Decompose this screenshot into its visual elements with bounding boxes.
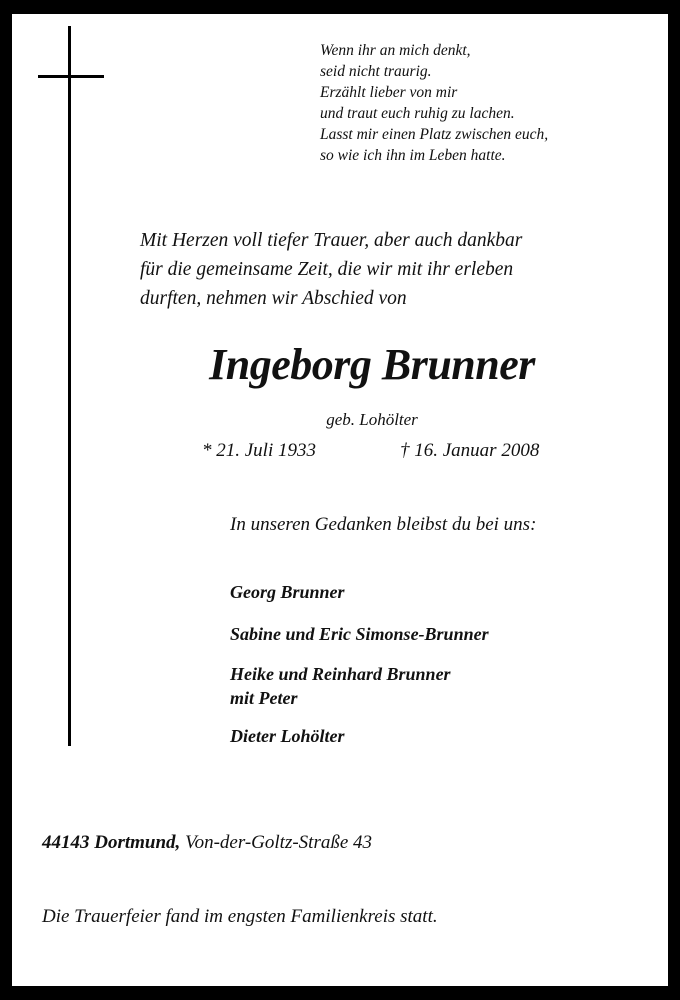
poem-line: und traut euch ruhig zu lachen. [320,105,515,122]
poem-line: so wie ich ihn im Leben hatte. [320,147,506,164]
poem [320,40,548,166]
intro-line: durften, nehmen wir Abschied von [140,288,407,309]
address-street: Von-der-Goltz-Straße 43 [185,832,373,853]
poem-line: seid nicht traurig. [320,63,432,80]
mourner-name: Dieter Lohölter [230,726,345,746]
mourner-name: Sabine und Eric Simonse-Brunner [230,624,489,644]
address [42,832,372,854]
intro-line: für die gemeinsame Zeit, die wir mit ihr erleben [140,259,514,280]
mourner-name: Georg Brunner [230,582,345,602]
mourner-name: mit Peter [230,688,298,708]
cross-icon-bar [38,75,104,78]
poem-line: Wenn ihr an mich denkt, [320,42,471,59]
poem-line: Lasst mir einen Platz zwischen euch, [320,126,549,143]
mourner-name: Heike und Reinhard Brunner [230,664,451,684]
thoughts-line: In unseren Gedanken bleibst du bei uns: [230,514,537,535]
death-date: † 16. Januar 2008 [400,440,540,461]
intro-line: Mit Herzen voll tiefer Trauer, aber auch dankbar [140,230,523,251]
deceased-name: Ingeborg Brunner [209,340,535,389]
birth-date: * 21. Juli 1933 [202,440,316,461]
poem-line: Erzählt lieber von mir [320,84,458,101]
intro-text [140,226,522,313]
maiden-name: geb. Lohölter [326,410,418,429]
address-city: 44143 Dortmund, [42,832,181,853]
funeral-note: Die Trauerfeier fand im engsten Familienkreis statt. [42,906,438,927]
